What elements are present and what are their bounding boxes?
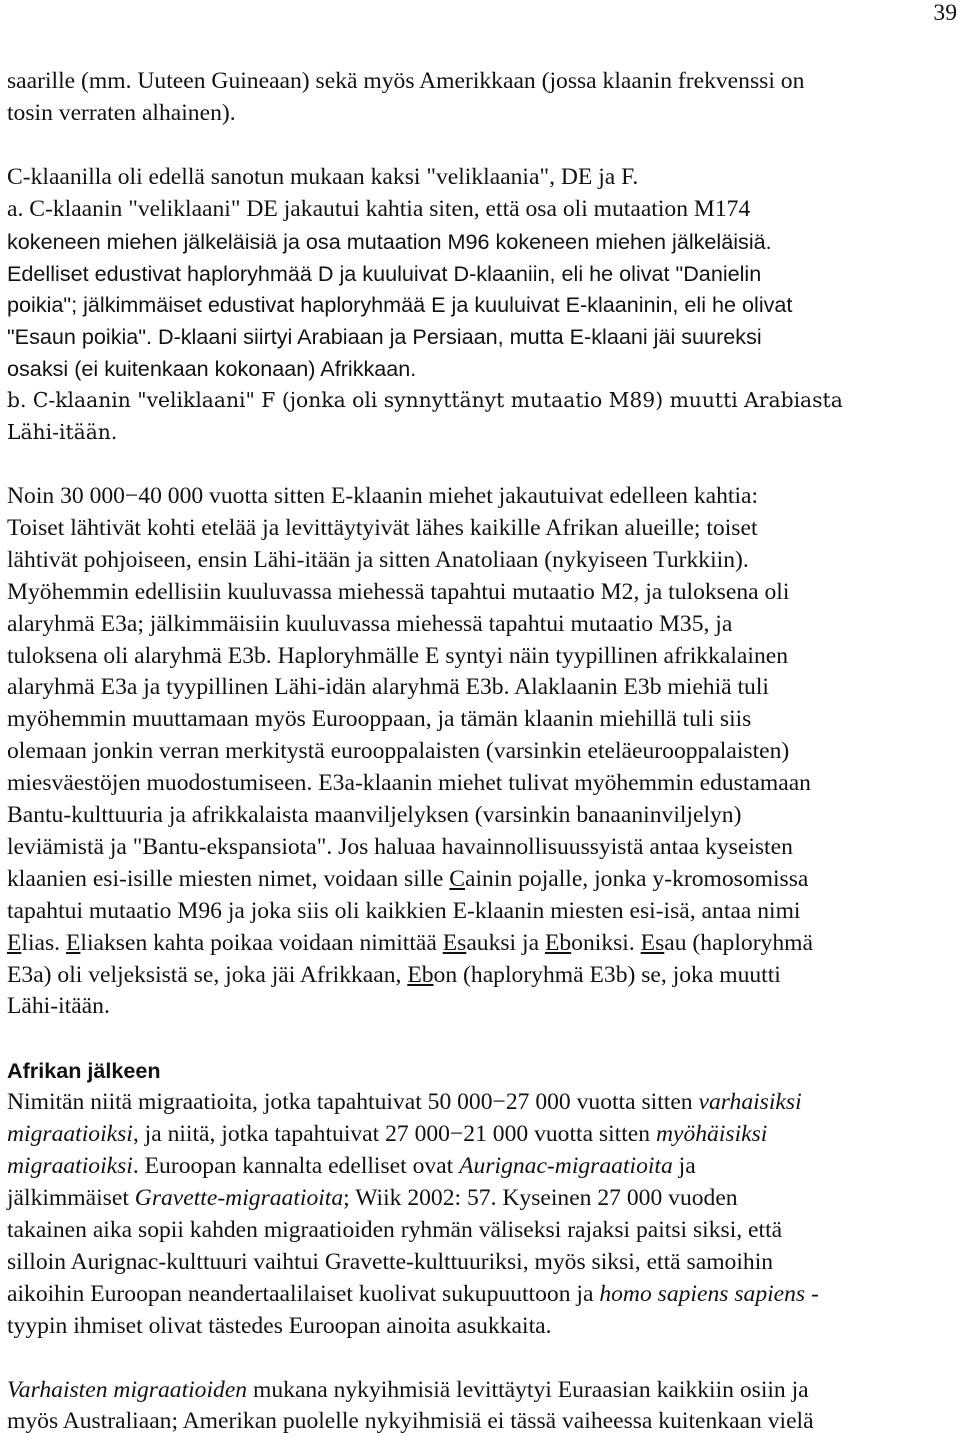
text-line: [7, 960, 959, 992]
text-line: poikia"; jälkimmäiset edustivat haploryhmää E ja kuuluivat E-klaaninin, eli he olivat: [7, 292, 793, 318]
text-line: [7, 1151, 959, 1183]
underlined-letter: C: [449, 865, 466, 892]
italic-term: migraatioiksi: [7, 1121, 133, 1148]
text-run: jälkimmäiset: [7, 1185, 135, 1211]
text-line: silloin Aurignac-kulttuuri vaihtui Gravette-kulttuuriksi, myös siksi, että samoihin: [7, 1248, 774, 1275]
section-heading: Afrikan jälkeen: [7, 1058, 161, 1084]
italic-term: Varhaisten migraatioiden: [7, 1376, 248, 1403]
text-run: mukana nykyihmisiä levittäytyi Euraasian kaikkiin osiin ja: [247, 1376, 809, 1403]
text-line: myös Australiaan; Amerikan puolelle nykyihmisiä ei tässä vaiheessa kuitenkaan vielä: [7, 1408, 814, 1435]
text-run: , ja niitä, jotka tapahtuivat 27 000−21 000 vuotta sitten: [132, 1121, 656, 1148]
text-line: leviämistä ja "Bantu-ekspansiota". Jos haluaa havainnollisuussyistä antaa kyseisten: [7, 833, 793, 860]
text-run: ; Wiik 2002: 57. Kyseinen 27 000 vuoden: [343, 1185, 738, 1211]
text-line: [7, 1183, 959, 1215]
text-line: tosin verraten alhainen).: [7, 99, 236, 126]
text-line: [7, 1375, 959, 1407]
underlined-letter: E: [65, 929, 81, 956]
text-line: Toiset lähtivät kohti etelää ja levittäytyivät lähes kaikille Afrikan alueille; toiset: [7, 514, 758, 541]
text-run: au (haploryhmä: [664, 929, 813, 956]
text-run: lias.: [21, 929, 66, 956]
italic-term: Aurignac-migraatioita: [459, 1153, 673, 1180]
text-line: saarille (mm. Uuteen Guineaan) sekä myös Amerikkaan (jossa klaanin frekvenssi on: [7, 68, 805, 94]
underlined-letter: E: [7, 929, 22, 956]
text-line: tuloksena oli alaryhmä E3b. Haploryhmälle E syntyi näin tyypillinen afrikkalainen: [7, 642, 789, 669]
text-run: auksi ja: [466, 929, 545, 956]
underlined-letters: Eb: [544, 929, 572, 956]
paragraph-a-item: a. C-klaanin "veliklaani" DE jakautui kahtia siten, että osa oli mutaation M174: [7, 195, 751, 222]
text-line: Bantu-kulttuuria ja afrikkalaista maanviljelyksen (varsinkin banaaninviljelyn): [7, 802, 742, 829]
text-line: lähtivät pohjoiseen, ensin Lähi-itään ja sitten Anatoliaan (nykyiseen Turkkiin).: [7, 546, 749, 573]
text-line: alaryhmä E3a ja tyypillinen Lähi-idän alaryhmä E3b. Alaklaanin E3b miehiä tuli: [7, 674, 769, 701]
document-body: [7, 66, 959, 1438]
text-line: miesväestöjen muodostumiseen. E3a-klaanin miehet tulivat myöhemmin edustamaan: [7, 770, 811, 797]
text-line: Edelliset edustivat haploryhmää D ja kuuluivat D-klaaniin, eli he olivat "Danielin: [7, 260, 762, 286]
paragraph-c-clan: C-klaanilla oli edellä sanotun mukaan kaksi "veliklaania", DE ja F.: [7, 163, 639, 190]
text-line: Noin 30 000−40 000 vuotta sitten E-klaanin miehet jakautuivat edelleen kahtia:: [7, 482, 759, 509]
paragraph-early-migrations: [7, 1375, 959, 1438]
text-run: Nimitän niitä migraatioita, jotka tapahtuivat 50 000−27 000 vuotta sitten: [7, 1089, 699, 1116]
text-line: [7, 1087, 959, 1119]
text-line: "Esaun poikia". D-klaani siirtyi Arabiaan ja Persiaan, mutta E-klaani jäi suureksi: [7, 324, 762, 350]
underlined-letters: Es: [640, 929, 665, 956]
text-line: b. C-klaanin "veliklaani" F (jonka oli synnyttänyt mutaatio M89) muutti Arabiasta: [7, 388, 843, 413]
text-line: olemaan jonkin verran merkitystä eurooppalaisten (varsinkin eteläeurooppalaisten): [7, 738, 790, 765]
text-line: takainen aika sopii kahden migraatioiden ryhmän väliseksi rajaksi paitsi siksi, että: [7, 1216, 783, 1243]
text-run: liaksen kahta poikaa voidaan nimittää: [80, 929, 443, 956]
text-run: . Euroopan kannalta edelliset ovat: [132, 1153, 460, 1180]
underlined-letters: Eb: [407, 961, 434, 988]
text-line: Lähi-itään.: [7, 993, 110, 1020]
text-line: [7, 864, 959, 896]
text-line: [7, 1119, 959, 1151]
text-line: kokeneen miehen jälkeläisiä ja osa mutaation M96 kokeneen miehen jälkeläisiä.: [7, 228, 772, 254]
paragraph-migrations: [7, 1087, 959, 1342]
text-run: ja: [672, 1153, 696, 1180]
text-run: E3a) oli veljeksistä se, joka jäi Afrikkaan,: [7, 961, 408, 988]
paragraph-e-clan: [7, 481, 959, 1023]
text-line: Lähi-itään.: [7, 420, 118, 445]
italic-term: migraatioiksi: [7, 1153, 133, 1180]
page-number: 39: [933, 0, 957, 26]
underlined-letters: Es: [442, 929, 467, 956]
text-run: oniksi.: [571, 929, 641, 956]
text-line: myöhemmin muuttamaan myös Eurooppaan, ja tämän klaanin miehillä tuli siis: [7, 706, 752, 733]
paragraph-b-item: [7, 385, 959, 449]
paragraph-intro: [7, 66, 959, 130]
text-line: [7, 1279, 959, 1311]
text-run: klaanien esi-isille miesten nimet, voidaan sille: [7, 865, 450, 892]
text-run: aikoihin Euroopan neandertaalilaiset kuolivat sukupuuttoon ja: [7, 1280, 600, 1307]
italic-term: homo sapiens sapiens: [599, 1280, 806, 1307]
italic-term: Gravette-migraatioita: [134, 1185, 344, 1211]
text-line: osaksi (ei kuitenkaan kokonaan) Afrikkaan.: [7, 356, 417, 382]
text-run: on (haploryhmä E3b) se, joka muutti: [433, 961, 781, 988]
italic-term: varhaisiksi: [698, 1089, 802, 1116]
text-line: Myöhemmin edellisiin kuuluvassa miehessä tapahtui mutaatio M2, ja tuloksena oli: [7, 578, 790, 605]
text-line: alaryhmä E3a; jälkimmäisiin kuuluvassa miehessä tapahtui mutaatio M35, ja: [7, 610, 733, 637]
italic-term: myöhäisiksi: [655, 1121, 768, 1148]
text-run: ainin pojalle, jonka y-kromosomissa: [465, 865, 809, 892]
text-line: tapahtui mutaatio M96 ja joka siis oli kaikkien E-klaanin miesten esi-isä, antaa nimi: [7, 897, 801, 924]
paragraph-de-split: [7, 226, 959, 386]
text-line: tyypin ihmiset olivat tästedes Euroopan ainoita asukkaita.: [7, 1312, 552, 1339]
text-run: -: [805, 1280, 819, 1307]
text-line: [7, 928, 959, 960]
